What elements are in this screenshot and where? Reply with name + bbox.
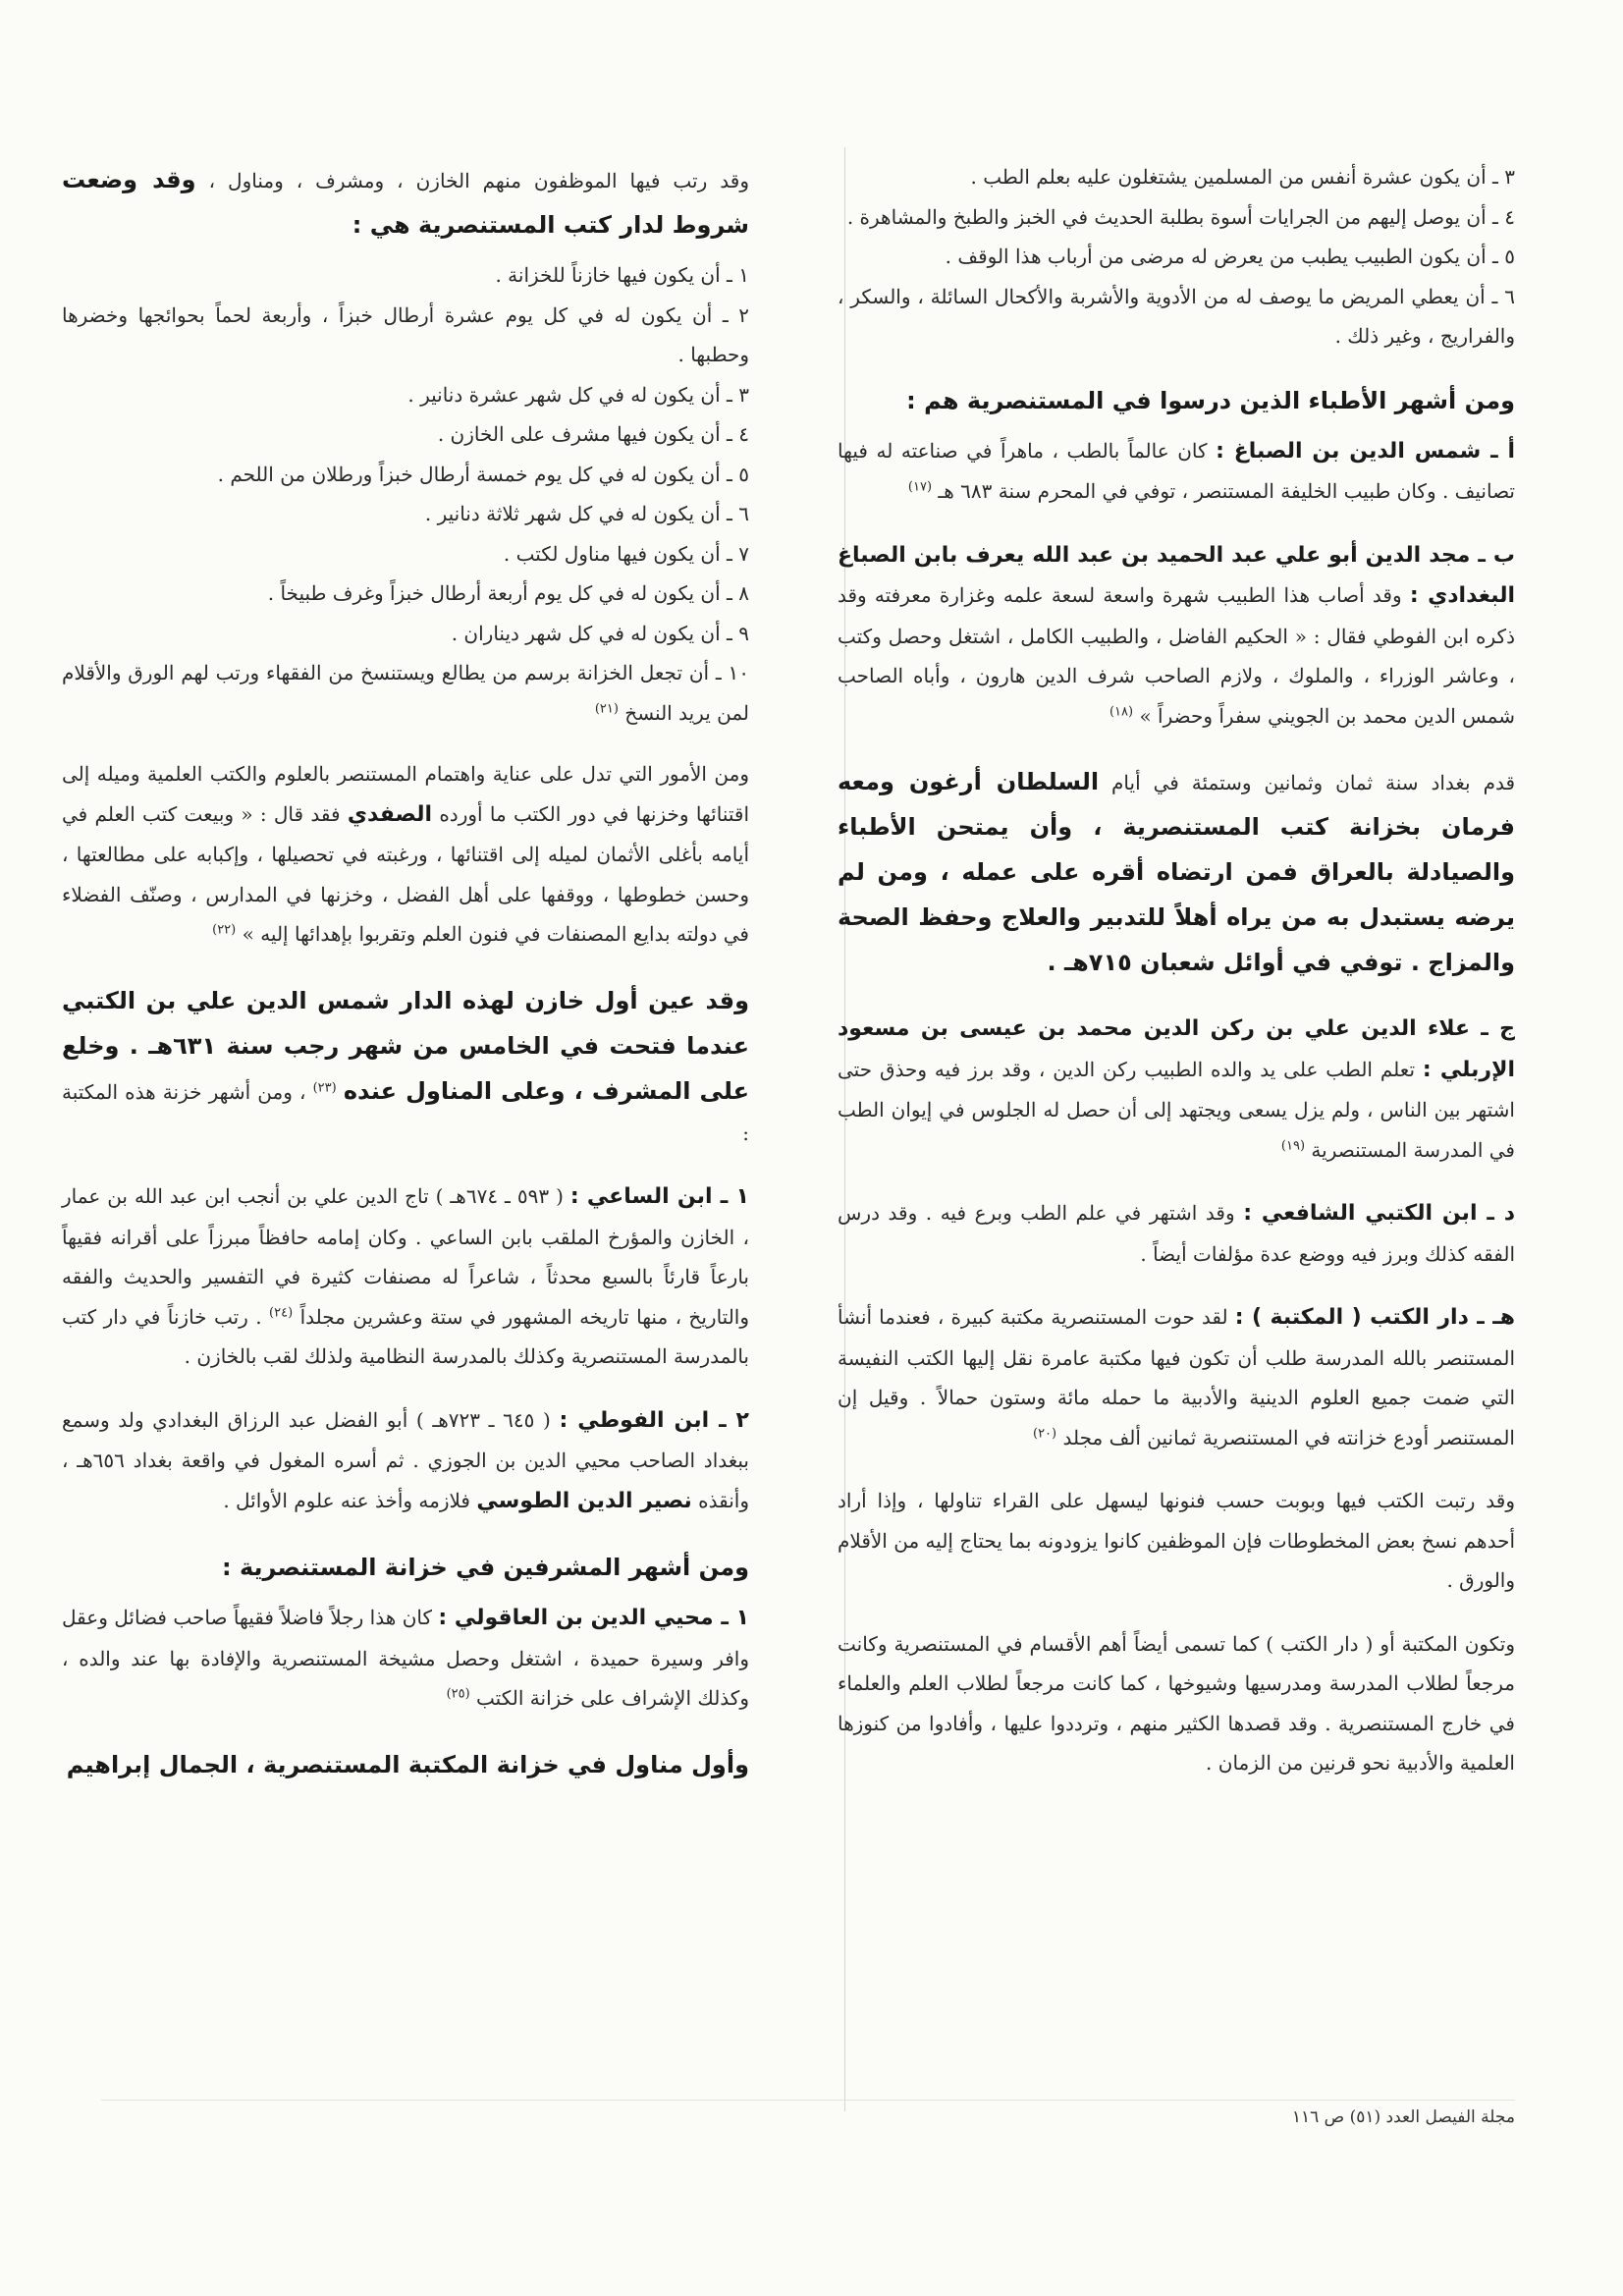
doctor-entry-c <box>838 1009 1515 1170</box>
keeper-text: فلازمه وأخذ عنه علوم الأوائل . <box>223 1488 470 1512</box>
doctor-name: ج ـ علاء الدين علي بن ركن الدين محمد بن عيسى بن مسعود الإربلي : <box>838 1016 1516 1082</box>
footnote-ref: (١٩) <box>1280 1137 1306 1153</box>
keeper-text: ( ٥٩٣ ـ ٦٧٤هـ ) تاج الدين علي بن أنجب ابن عبد الله بن عمار ، الخازن والمؤرخ الملقب بابن الساعي . وكان إمامه حافظاً مبرزاً على أقرانه فقيهاً بارعاً قارئاً بالسبع محدثاً ، شاعراً له مصنفات كثيرة في التفسير والحديث والفقه والتاريخ ، منها تاريخه المشهور في ستة وعشرين مجلداً <box>62 1184 750 1329</box>
doctor-name: د ـ ابن الكتبي الشافعي : <box>1243 1201 1515 1226</box>
footnote-ref: (١٨) <box>1109 703 1134 719</box>
footnote-ref: (٢٢) <box>212 922 237 938</box>
list-item: ٤ ـ أن يكون فيها مشرف على الخازن . <box>437 422 749 446</box>
keeper-text: ( ٦٤٥ ـ ٧٢٣هـ ) أبو الفضل عبد الرزاق البغدادي ولد وسمع ببغداد الصاحب محيي الدين بن الجوزي . ثم أسره المغول في واقعة بغداد ٦٥٦هـ ، وأنقذه <box>62 1407 749 1512</box>
doctor-text: وقد اشتهر في علم الطب وبرع فيه . وقد درس الفقه كذلك وبرز فيه ووضع عدة مؤلفات أيضاً . <box>838 1201 1515 1266</box>
keeper-name: ٢ ـ ابن الفوطي : <box>559 1407 749 1433</box>
footnote-ref: (٢٣) <box>312 1079 337 1095</box>
list-item: ٦ ـ أن يكون له في كل شهر ثلاثة دنانير . <box>424 502 749 525</box>
list-item: ٥ ـ أن يكون الطبيب يطبب من يعرض له مرضى من أرباب هذا الوقف . <box>945 245 1515 268</box>
page-footer: مجلة الفيصل العدد (٥١) ص ١١٦ <box>1291 2107 1515 2127</box>
supervisor-text: كان هذا رجلاً فاضلاً فقيهاً صاحب فضائل وعقل وافر وسيرة حميدة ، اشتغل وحصل مشيخة المستنصرية والإفادة بها عند والده ، وكذلك الإشراف على خزانة الكتب <box>62 1606 749 1710</box>
paragraph-text: ، ومن أشهر خزنة هذه المكتبة : <box>62 1079 749 1145</box>
footer-divider <box>101 2100 1515 2101</box>
keeper-name: ١ ـ ابن الساعي : <box>569 1184 749 1209</box>
section-name: هـ ـ دار الكتب ( المكتبة ) : <box>1234 1305 1516 1330</box>
list-item: ٦ ـ أن يعطي المريض ما يوصف له من الأدوية والأشربة والأكحال السائلة ، والسكر ، والفراريج ، وغير ذلك . <box>838 284 1515 348</box>
footnote-ref: (١٧) <box>907 479 933 495</box>
author-name: الصفدي <box>347 801 433 827</box>
doctor-entry-d <box>838 1193 1515 1274</box>
list-item: ٩ ـ أن يكون له في كل شهر ديناران . <box>451 621 749 645</box>
doctor-name: أ ـ شمس الدين بن الصباغ : <box>1216 438 1515 464</box>
keeper-text: . رتب خازناً في دار كتب بالمدرسة المستنصرية وكذلك بالمدرسة النظامية ولذلك لقب بالخازن . <box>62 1304 749 1368</box>
paragraph-text: ومن الأمور التي تدل على عناية واهتمام المستنصر بالعلوم والكتب العلمية وميله إلى اقتنائها وخزنها في دور الكتب ما أورده <box>62 762 750 826</box>
footnote-ref: (٢٠) <box>1033 1425 1057 1441</box>
paragraph-text: فقد قال : « وبيعت كتب العلم في أيامه بأغلى الأثمان لميله إلى اقتنائها ، ورغبته في تحصيلها ، وإكبابه على مطالعتها ، وحسن خطوطها ، ووقفها على أهل الفضل ، وخزنها في المدارس ، وصنّف الفضلاء في دولته بدايع المصنفات في فنون العلم وتقربوا بإهدائها إليه » <box>62 801 749 946</box>
supervisor-name: ١ ـ محيي الدين بن العاقولي : <box>438 1606 750 1630</box>
list-item: ٣ ـ أن يكون له في كل شهر عشرة دنانير . <box>407 382 749 407</box>
footnote-ref: (٢٤) <box>269 1304 294 1320</box>
section-text: لقد حوت المستنصرية مكتبة كبيرة ، فعندما أنشأ المستنصر بالله المدرسة طلب أن تكون فيها مكتبة عامرة نقل إليها الكتب النفيسة التي ضمت جميع العلوم الدينية والأدبية ما حمله مائة وستون حمالاً . وقيل إن المستنصر أودع خزانته في المستنصرية ثمانين ألف مجلد <box>838 1305 1515 1449</box>
keeper-entry-2 <box>62 1400 749 1522</box>
paragraph-text: وقد رتب فيها الموظفون منهم الخازن ، ومشرف ، ومناول ، <box>208 169 749 192</box>
section-heading-doctors: ومن أشهر الأطباء الذين درسوا في المستنصرية هم : <box>906 386 1515 414</box>
list-item: ٥ ـ أن يكون له في كل يوم خمسة أرطال خبزاً ورطلان من اللحم . <box>217 462 749 486</box>
paragraph-first-keeper <box>62 978 749 1154</box>
list-library-conditions <box>62 255 749 733</box>
doctor-entry-a <box>838 431 1515 512</box>
list-item <box>62 653 749 733</box>
list-item: ٢ ـ أن يكون له في كل يوم عشرة أرطال خبزاً ، وأربعة لحماً بحوائجها وخضرها وحطبها . <box>62 302 750 366</box>
paragraph-bold-text: السلطان أرغون ومعه فرمان بخزانة كتب المستنصرية ، وأن يمتحن الأطباء والصيادلة بالعراق فمن ارتضاه أقره على عمله ، ومن لم يرضه يستبدل به من يراه أهلاً للتدبير والعلاج وحفظ الصحة والمزاج . توفي في أوائل شعبان ٧١٥هـ . <box>838 768 1515 976</box>
footnote-ref: (٢٥) <box>446 1686 470 1702</box>
paragraph-text: قدم بغداد سنة ثمان وثمانين وستمئة في أيام <box>1111 771 1516 794</box>
person-name: نصير الدين الطوسي <box>476 1488 692 1513</box>
paragraph-bold-text: وقد وضعت شروط لدار كتب المستنصرية هي : <box>62 166 749 239</box>
doctor-text: تعلم الطب على يد والده الطبيب ركن الدين ، وقد برز فيه وحذق حتى اشتهر بين الناس ، ولم يزل يسعى ويجتهد إلى أن حصل له الجلوس في إيوان الطب في المدرسة المستنصرية <box>838 1057 1515 1162</box>
list-item: ٣ ـ أن يكون عشرة أنفس من المسلمين يشتغلون عليه بعلم الطب . <box>970 165 1515 189</box>
paragraph-arrangement: وقد رتبت الكتب فيها وبوبت حسب فنونها ليسهل على القراء تناولها ، وإذا أراد أحدهم نسخ بعض المخطوطات فإن الموظفين كانوا يزودونه بما يحتاج إليه من الأقلام والورق . <box>838 1489 1515 1592</box>
list-item: ٨ ـ أن يكون له في كل يوم أربعة أرطال خبزاً وغرف طبيخاً . <box>267 581 749 605</box>
list-item: ١ ـ أن يكون فيها خازناً للخزانة . <box>495 263 749 287</box>
doctor-name: ب ـ مجد الدين أبو علي عبد الحميد بن عبد الله يعرف بابن الصباغ البغدادي : <box>838 542 1515 608</box>
doctor-text: كان عالماً بالطب ، ماهراً في صناعته له فيها تصانيف . وكان طبيب الخليفة المستنصر ، توفي في المحرم سنة ٦٨٣ هـ <box>838 438 1515 503</box>
paragraph-safadi <box>62 754 749 955</box>
supervisor-entry-1 <box>62 1598 749 1719</box>
keeper-entry-1 <box>62 1176 749 1377</box>
doctor-entry-b <box>838 535 1515 737</box>
footnote-ref: (٢١) <box>594 700 619 716</box>
intro-paragraph <box>62 157 749 247</box>
list-item: ٧ ـ أن يكون فيها مناول لكتب . <box>503 541 749 566</box>
left-column <box>62 157 749 1795</box>
list-item-text: ١٠ ـ أن تجعل الخزانة برسم من يطالع ويستنسخ من الفقهاء ورتب لهم الورق والأقلام لمن يريد النسخ <box>62 661 749 725</box>
section-heading-supervisors: ومن أشهر المشرفين في خزانة المستنصرية : <box>222 1554 749 1581</box>
last-line-bold: وأول مناول في خزانة المكتبة المستنصرية ، الجمال إبراهيم <box>66 1750 749 1778</box>
list-conditions-doctor <box>838 157 1515 356</box>
right-column <box>838 157 1515 1807</box>
section-entry-library <box>838 1297 1515 1457</box>
list-item: ٤ ـ أن يوصل إليهم من الجرايات أسوة بطلبة الحديث في الخبز والطبخ والمشاهرة . <box>846 204 1515 229</box>
doctor-text: وقد أصاب هذا الطبيب شهرة واسعة لسعة علمه وغزارة معرفته وقد ذكره ابن الفوطي فقال : « الحكيم الفاضل ، والطبيب الكامل ، اشتغل وحصل وكتب ، وعاشر الوزراء ، والملوك ، ولازم الصاحب شرف الدين هارون ، وأباه الصاحب شمس الدين محمد بن الجويني سفراً وحضراً » <box>838 583 1515 728</box>
paragraph-library-role: وتكون المكتبة أو ( دار الكتب ) كما تسمى أيضاً أهم الأقسام في المستنصرية وكانت مرجعاً لطلاب المدرسة ومدرسيها وشيوخها ، كما كانت مرجعاً لطلاب العلم والعلماء في خارج المستنصرية . وقد قصدها الكثير منهم ، وترددوا عليها ، وأفادوا من كنوزها العلمية والأدبية نحو قرنين من الزمان . <box>838 1631 1515 1775</box>
paragraph-bold-text: وقد عين أول خازن لهذه الدار شمس الدين علي بن الكتبي عندما فتحت في الخامس من شهر رجب سنة ٦٣١هـ . وخلع على المشرف ، وعلى المناول عنده <box>62 986 750 1105</box>
doctor-entry-b-continued <box>838 759 1515 985</box>
